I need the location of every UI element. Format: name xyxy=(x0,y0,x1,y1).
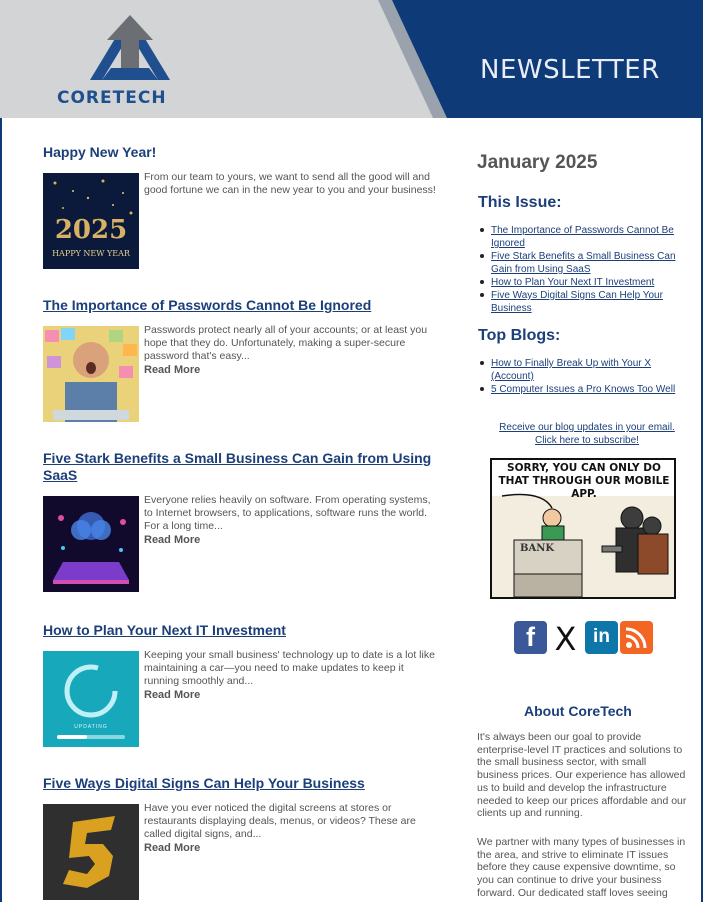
bank-comic-image[interactable] xyxy=(490,458,676,599)
thumb-caption: HAPPY NEW YEAR xyxy=(52,249,130,258)
article-excerpt xyxy=(144,494,439,547)
newsletter-title: NEWSLETTER xyxy=(480,55,660,85)
article-happy-new-year xyxy=(43,144,443,258)
this-issue-link[interactable]: How to Plan Your Next IT Investment xyxy=(477,276,682,289)
top-blog-link[interactable]: How to Finally Break Up with Your X (Account) xyxy=(477,357,682,383)
article-passwords xyxy=(43,297,443,376)
rss-icon[interactable] xyxy=(620,621,653,654)
issue-month: January 2025 xyxy=(477,152,598,173)
article-title[interactable]: How to Plan Your Next IT Investment xyxy=(43,622,286,638)
happy-new-year-2025-image[interactable] xyxy=(43,173,139,269)
newsletter-header xyxy=(0,0,703,118)
x-glyph: X xyxy=(554,620,577,658)
article-excerpt xyxy=(144,802,439,855)
updating-progress-image[interactable] xyxy=(43,651,139,747)
excerpt-text: Everyone relies heavily on software. From operating systems, to Internet browsers, to applications, software runs the world. For a long time... xyxy=(144,494,431,532)
thumb-year: 2025 xyxy=(54,215,128,245)
article-excerpt xyxy=(144,324,439,377)
facebook-icon[interactable] xyxy=(514,621,547,654)
article-it-investment xyxy=(43,622,443,730)
excerpt-text: From our team to yours, we want to send all the good will and good fortune we can in the new year to you and your business! xyxy=(144,171,436,196)
article-title[interactable]: Happy New Year! xyxy=(43,144,157,160)
linkedin-glyph: in xyxy=(593,626,610,647)
article-excerpt xyxy=(144,171,439,197)
about-paragraph-2: We partner with many types of businesses in the area, and strive to eliminate IT issues before they cause expensive downtime, so you can continue to drive your business forward. Our dedicated staff loves seeing xyxy=(477,836,686,899)
about-heading: About CoreTech xyxy=(524,703,632,719)
article-excerpt xyxy=(144,649,439,702)
top-blogs-list xyxy=(477,357,682,396)
logo-text: CORETECH xyxy=(57,88,167,108)
read-more-link[interactable]: Read More xyxy=(144,534,201,546)
this-issue-link[interactable]: Five Stark Benefits a Small Business Can Gain from Using SaaS xyxy=(477,250,682,276)
excerpt-text: Keeping your small business' technology up to date is a lot like maintaining a car—you need to make updates to keep it running smoothly and... xyxy=(144,649,435,687)
subscribe-link[interactable] xyxy=(482,421,692,447)
this-issue-heading: This Issue: xyxy=(478,194,562,211)
x-icon[interactable] xyxy=(549,620,582,658)
excerpt-text: Have you ever noticed the digital screens at stores or restaurants displaying deals, menus, or videos? These are called digital signs, and... xyxy=(144,802,416,840)
subscribe-line-1: Receive our blog updates in your email. xyxy=(499,422,675,433)
article-title[interactable]: Five Ways Digital Signs Can Help Your Business xyxy=(43,775,365,791)
read-more-link[interactable]: Read More xyxy=(144,689,201,701)
top-blog-link[interactable]: 5 Computer Issues a Pro Knows Too Well xyxy=(477,383,682,396)
article-title[interactable]: Five Stark Benefits a Small Business Can Gain from Using SaaS xyxy=(43,450,432,483)
article-digital-signs xyxy=(43,775,443,854)
this-issue-link[interactable]: The Importance of Passwords Cannot Be Ignored xyxy=(477,224,682,250)
about-paragraph-1: It's always been our goal to provide enterprise-level IT practices and solutions to the small business sector, with small business prices. Our experience has allowed us to build and develop the infrastructure needed to keep our prices affordable and our clients up and running. xyxy=(477,731,687,820)
thumb-caption: UPDATING xyxy=(74,724,108,730)
comic-speech-text: SORRY, YOU CAN ONLY DO THAT THROUGH OUR MOBILE APP. xyxy=(498,462,670,500)
top-blogs-heading: Top Blogs: xyxy=(478,327,561,344)
subscribe-line-2: Click here to subscribe! xyxy=(535,435,639,446)
this-issue-list xyxy=(477,224,682,315)
article-saas xyxy=(43,450,443,546)
number-five-road-image[interactable] xyxy=(43,804,139,900)
article-title[interactable]: The Importance of Passwords Cannot Be Ignored xyxy=(43,297,372,313)
cloud-laptop-image[interactable] xyxy=(43,496,139,592)
facebook-glyph: f xyxy=(526,622,535,652)
read-more-link[interactable]: Read More xyxy=(144,842,201,854)
comic-bank-sign: BANK xyxy=(520,543,555,554)
excerpt-text: Passwords protect nearly all of your accounts; or at least you hope that they do. Unfortunately, making a super-secure password that's easy... xyxy=(144,324,428,362)
this-issue-link[interactable]: Five Ways Digital Signs Can Help Your Business xyxy=(477,289,682,315)
stressed-man-sticky-notes-image[interactable] xyxy=(43,326,139,422)
read-more-link[interactable]: Read More xyxy=(144,364,201,376)
frame-left-border xyxy=(0,118,2,902)
linkedin-icon[interactable] xyxy=(585,621,618,654)
